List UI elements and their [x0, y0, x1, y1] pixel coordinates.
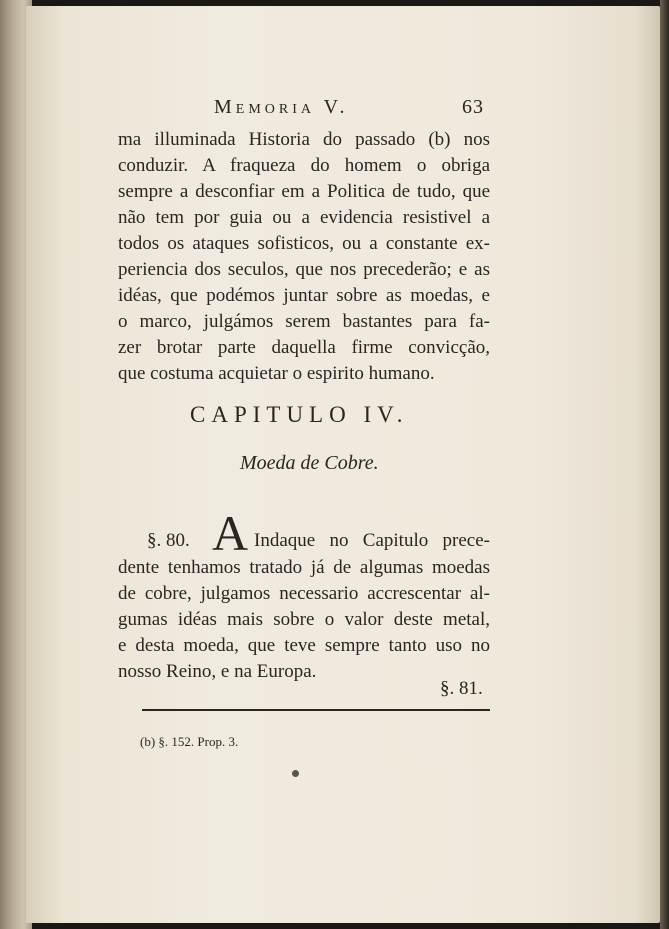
- text-line: todos os ataques sofisticos, ou a constante ex-: [118, 233, 490, 254]
- drop-cap: A: [212, 505, 249, 561]
- text-line: zer brotar parte daquella firme convicção,: [118, 337, 490, 358]
- section-number: §. 80.: [147, 530, 190, 551]
- text-line: Indaque no Capitulo prece-: [254, 530, 490, 551]
- text-line: gumas idéas mais sobre o valor deste metal,: [118, 609, 490, 630]
- footnote: (b) §. 152. Prop. 3.: [140, 734, 239, 749]
- text-line: periencia dos seculos, que nos precederão; e as: [118, 259, 490, 280]
- text-line: idéas, que podémos juntar sobre as moedas, e: [118, 285, 490, 306]
- catchword: §. 81.: [440, 678, 483, 699]
- chapter-subtitle: Moeda de Cobre.: [240, 452, 379, 474]
- ink-dot: [292, 770, 299, 777]
- text-line: ma illuminada Historia do passado (b) nos: [118, 129, 490, 150]
- chapter-title: CAPITULO IV.: [190, 402, 409, 427]
- page-number: 63: [462, 96, 484, 118]
- text-line: dente tenhamos tratado já de algumas moedas: [118, 557, 490, 578]
- text-line: e desta moeda, que teve sempre tanto uso no: [118, 635, 490, 656]
- text-line: o marco, julgámos serem bastantes para fa-: [118, 311, 490, 332]
- text-line: de cobre, julgamos necessario accrescentar al-: [118, 583, 490, 604]
- text-line: que costuma acquietar o espirito humano.: [118, 363, 435, 384]
- running-head: [214, 96, 484, 124]
- running-head-title: Memoria V.: [214, 96, 349, 118]
- text-line: sempre a desconfiar em a Politica de tudo, que: [118, 181, 490, 202]
- text-line: nosso Reino, e na Europa.: [118, 661, 317, 682]
- text-line: conduzir. A fraqueza do homem o obriga: [118, 155, 490, 176]
- footnote-rule: [142, 709, 490, 711]
- page-edge-shadow: [660, 0, 669, 929]
- text-line: não tem por guia ou a evidencia resistivel a: [118, 207, 490, 228]
